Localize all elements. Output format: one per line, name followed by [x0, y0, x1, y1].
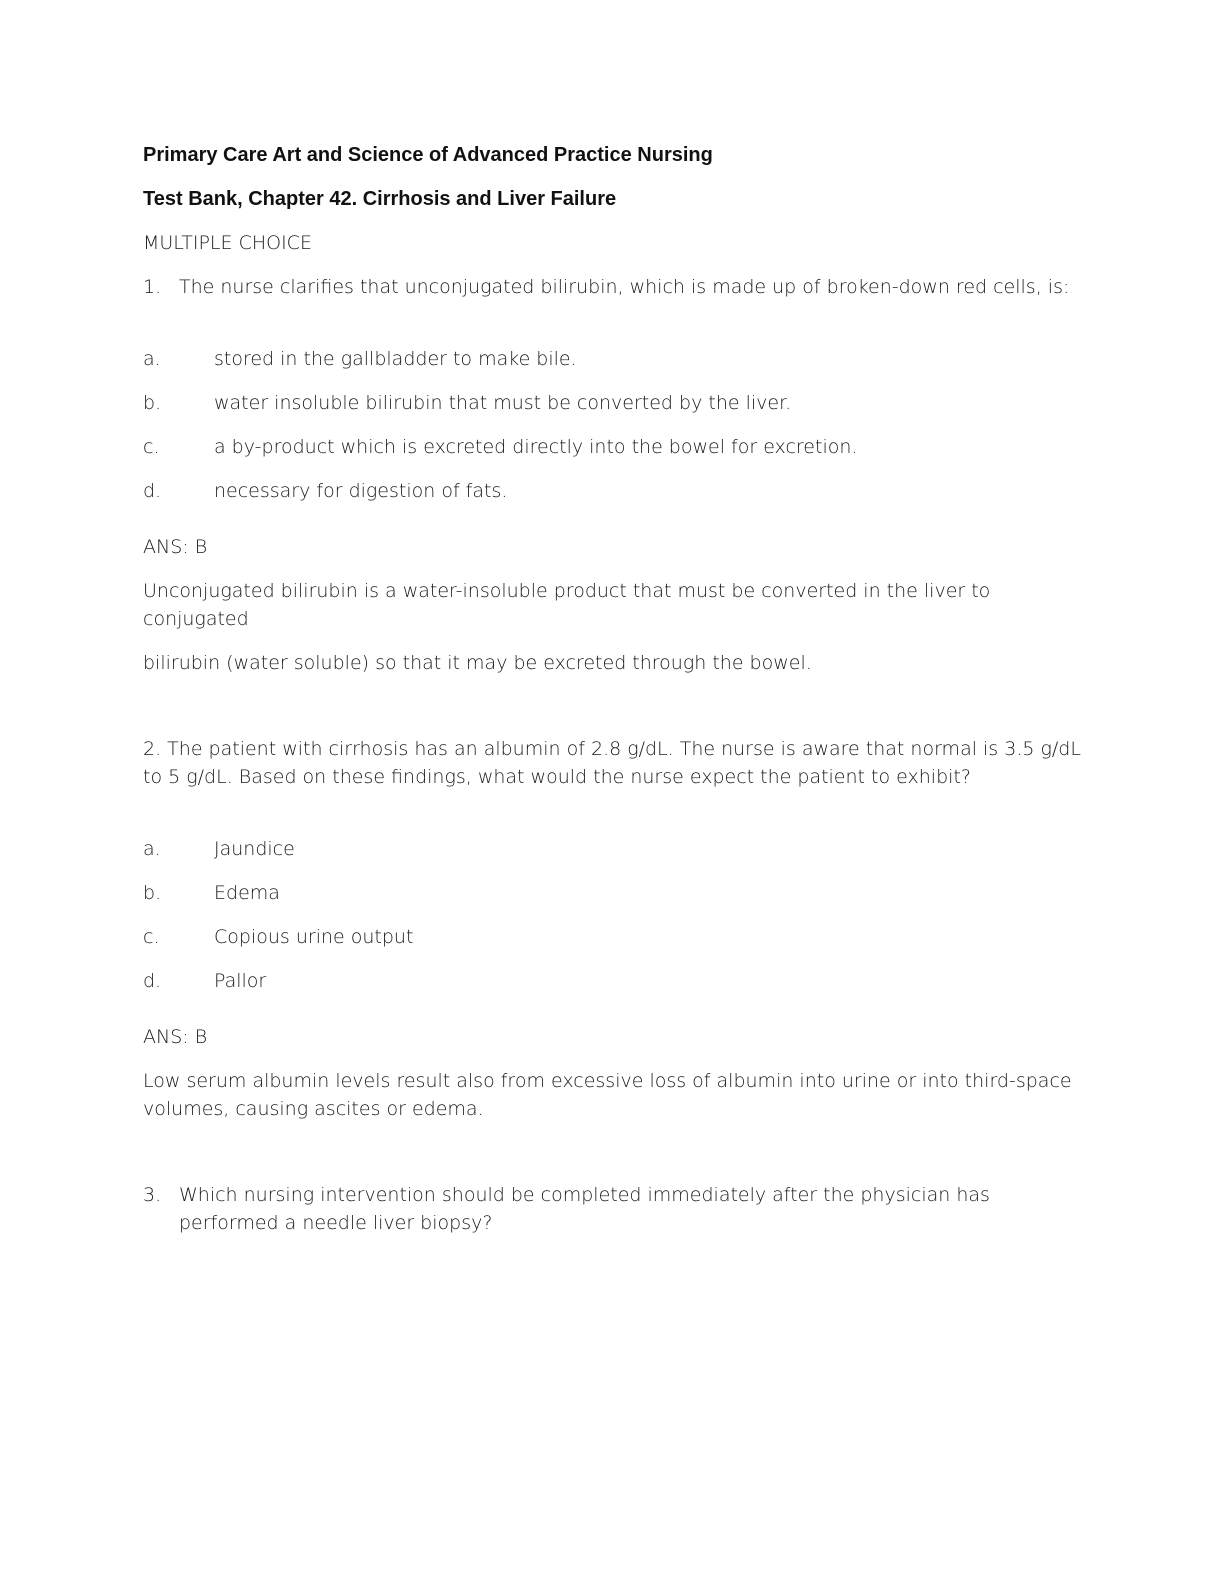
answer-key: ANS: B [143, 1026, 208, 1048]
option-letter: b. [143, 392, 162, 414]
option-b [143, 389, 1083, 417]
option-a [143, 835, 1083, 863]
option-c [143, 923, 1083, 951]
option-text: stored in the gallbladder to make bile. [214, 348, 577, 370]
question-1-options [143, 345, 1083, 505]
option-letter: c. [143, 436, 160, 458]
option-text: necessary for digestion of fats. [214, 480, 508, 502]
option-text: water insoluble bilirubin that must be converted by the liver. [214, 392, 792, 414]
option-text: Jaundice [214, 838, 295, 860]
rationale-continued: bilirubin (water soluble) so that it may be excreted through the bowel. [143, 652, 812, 674]
option-letter: c. [143, 926, 160, 948]
question-number: 1. [143, 276, 162, 298]
question-2-options [143, 835, 1083, 995]
option-c [143, 433, 1083, 461]
question-text: The nurse clarifies that unconjugated bilirubin, which is made up of broken-down red cells, is: [179, 276, 1070, 298]
chapter-subtitle: Test Bank, Chapter 42. Cirrhosis and Liver Failure [143, 188, 617, 210]
option-text: Pallor [214, 970, 267, 992]
option-letter: a. [143, 838, 161, 860]
option-letter: d. [143, 480, 162, 502]
option-letter: b. [143, 882, 162, 904]
option-text: a by-product which is excreted directly into the bowel for excretion. [214, 436, 858, 458]
option-b [143, 879, 1083, 907]
section-heading: MULTIPLE CHOICE [143, 232, 312, 254]
question-1 [143, 273, 1083, 301]
option-text: Edema [214, 882, 280, 904]
option-letter: d. [143, 970, 162, 992]
question-text: Which nursing intervention should be completed immediately after the physician has performed a needle liver biopsy? [179, 1184, 990, 1234]
rationale: Unconjugated bilirubin is a water-insoluble product that must be converted in the liver to conjugated [143, 580, 991, 630]
question-3 [143, 1181, 1083, 1237]
document-title: Primary Care Art and Science of Advanced Practice Nursing [143, 144, 713, 166]
option-a [143, 345, 1083, 373]
document-page [143, 141, 1083, 1237]
rationale: Low serum albumin levels result also from excessive loss of albumin into urine or into third-space volumes, causing ascites or edema. [143, 1070, 1072, 1120]
option-letter: a. [143, 348, 161, 370]
answer-key: ANS: B [143, 536, 208, 558]
question-2-text: 2. The patient with cirrhosis has an albumin of 2.8 g/dL. The nurse is aware that normal is 3.5 g/dL to 5 g/dL. Based on these findings, what would the nurse expect the patient to exhibit? [143, 738, 1081, 788]
option-text: Copious urine output [214, 926, 414, 948]
option-d [143, 477, 1083, 505]
question-number: 3. [143, 1184, 162, 1206]
option-d [143, 967, 1083, 995]
